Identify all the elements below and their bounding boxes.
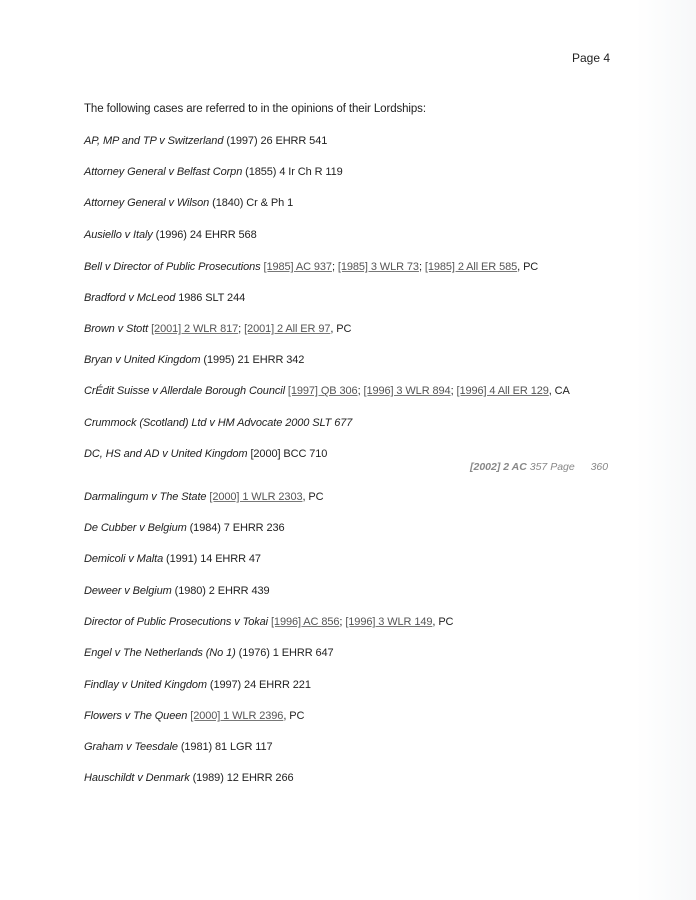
case-citation: (1980) 2 EHRR 439 bbox=[171, 585, 270, 597]
case-court: , PC bbox=[432, 616, 454, 628]
case-entry bbox=[84, 292, 245, 304]
case-entry bbox=[84, 679, 311, 691]
case-entry bbox=[84, 553, 261, 565]
citation-separator: ; bbox=[331, 261, 338, 273]
case-citation: (1984) 7 EHRR 236 bbox=[186, 522, 285, 534]
case-name: Attorney General v Belfast Corpn bbox=[84, 166, 243, 178]
citation-separator: ; bbox=[418, 261, 425, 273]
case-entry bbox=[84, 323, 351, 335]
report-citation: [2002] 2 AC bbox=[470, 461, 527, 473]
case-name: Hauschildt v Denmark bbox=[84, 772, 190, 784]
case-entry bbox=[84, 741, 273, 753]
case-name: Engel v The Netherlands (No 1) bbox=[84, 647, 236, 659]
case-entry bbox=[84, 261, 538, 273]
case-name: Bell v Director of Public Prosecutions bbox=[84, 261, 261, 273]
case-court: , PC bbox=[283, 710, 305, 722]
case-entry bbox=[84, 197, 293, 209]
case-name: Crummock (Scotland) Ltd v HM Advocate 2000 SLT 677 bbox=[84, 417, 353, 429]
citation-link[interactable]: [1985] 2 All ER 585 bbox=[424, 261, 518, 273]
citation-link[interactable]: [1996] 3 WLR 149 bbox=[345, 616, 433, 628]
citation-link[interactable]: [2000] 1 WLR 2303 bbox=[209, 491, 303, 503]
case-citation: (1997) 24 EHRR 221 bbox=[206, 679, 311, 691]
case-citation: [2000] BCC 710 bbox=[247, 448, 328, 460]
case-entry bbox=[84, 710, 304, 722]
case-citation: (1995) 21 EHRR 342 bbox=[200, 354, 305, 366]
case-entry bbox=[84, 647, 334, 659]
case-entry bbox=[84, 135, 327, 147]
case-name: Bryan v United Kingdom bbox=[84, 354, 201, 366]
citation-separator: ; bbox=[357, 385, 364, 397]
case-court: , PC bbox=[330, 323, 352, 335]
case-entry bbox=[84, 616, 453, 628]
case-citation: (1981) 81 LGR 117 bbox=[177, 741, 273, 753]
case-citation: (1976) 1 EHRR 647 bbox=[235, 647, 334, 659]
citation-link[interactable]: [2000] 1 WLR 2396 bbox=[190, 710, 284, 722]
report-page-label: Page bbox=[550, 461, 575, 473]
citation-link[interactable]: [1985] 3 WLR 73 bbox=[337, 261, 419, 273]
case-name: Brown v Stott bbox=[84, 323, 149, 335]
case-name: CrÉdit Suisse v Allerdale Borough Council bbox=[84, 385, 285, 397]
case-entry bbox=[84, 585, 270, 597]
citation-link[interactable]: [1996] 3 WLR 894 bbox=[363, 385, 451, 397]
citation-link[interactable]: [1996] AC 856 bbox=[270, 616, 340, 628]
page-number: Page 4 bbox=[572, 51, 611, 65]
case-entry bbox=[84, 522, 285, 534]
case-entry bbox=[84, 229, 257, 241]
citation-separator: ; bbox=[450, 385, 457, 397]
case-citation: (1996) 24 EHRR 568 bbox=[152, 229, 257, 241]
citation-separator: ; bbox=[339, 616, 346, 628]
case-citation: (1855) 4 Ir Ch R 119 bbox=[242, 166, 343, 178]
case-entry bbox=[84, 166, 343, 178]
case-name: Director of Public Prosecutions v Tokai bbox=[84, 616, 268, 628]
case-name: Darmalingum v The State bbox=[84, 491, 207, 503]
citation-link[interactable]: [1985] AC 937 bbox=[263, 261, 332, 273]
case-name: De Cubber v Belgium bbox=[84, 522, 187, 534]
case-entry bbox=[84, 772, 294, 784]
intro-text: The following cases are referred to in the opinions of their Lordships: bbox=[84, 103, 426, 115]
case-name: Findlay v United Kingdom bbox=[84, 679, 207, 691]
case-name: Demicoli v Malta bbox=[84, 553, 164, 565]
case-entry bbox=[84, 385, 570, 397]
report-page-reference bbox=[470, 461, 608, 473]
citation-link[interactable]: [1996] 4 All ER 129 bbox=[456, 385, 549, 397]
case-entry bbox=[84, 491, 323, 503]
report-current-page: 360 bbox=[590, 461, 609, 473]
citation-link[interactable]: [2001] 2 WLR 817 bbox=[151, 323, 239, 335]
case-entry bbox=[84, 417, 352, 429]
case-name: Bradford v McLeod bbox=[84, 292, 176, 304]
case-citation: (1989) 12 EHRR 266 bbox=[189, 772, 294, 784]
case-entry bbox=[84, 354, 304, 366]
case-name: Flowers v The Queen bbox=[84, 710, 188, 722]
case-court: , PC bbox=[517, 261, 539, 273]
citation-link[interactable]: [2001] 2 All ER 97 bbox=[244, 323, 331, 335]
scan-shading bbox=[636, 0, 696, 900]
report-start-page: 357 bbox=[529, 461, 548, 473]
case-court: , PC bbox=[302, 491, 324, 503]
case-citation: (1840) Cr & Ph 1 bbox=[209, 197, 294, 209]
case-name: AP, MP and TP v Switzerland bbox=[84, 135, 224, 147]
case-name: Graham v Teesdale bbox=[84, 741, 178, 753]
case-citation: (1991) 14 EHRR 47 bbox=[163, 553, 261, 565]
case-citation: (1997) 26 EHRR 541 bbox=[223, 135, 328, 147]
case-entry bbox=[84, 448, 327, 460]
case-name: Attorney General v Wilson bbox=[84, 197, 210, 209]
case-citation: 1986 SLT 244 bbox=[175, 292, 246, 304]
case-name: Deweer v Belgium bbox=[84, 585, 172, 597]
case-name: Ausiello v Italy bbox=[84, 229, 153, 241]
case-court: , CA bbox=[548, 385, 570, 397]
citation-separator: ; bbox=[238, 323, 245, 335]
case-name: DC, HS and AD v United Kingdom bbox=[84, 448, 248, 460]
citation-link[interactable]: [1997] QB 306 bbox=[287, 385, 358, 397]
